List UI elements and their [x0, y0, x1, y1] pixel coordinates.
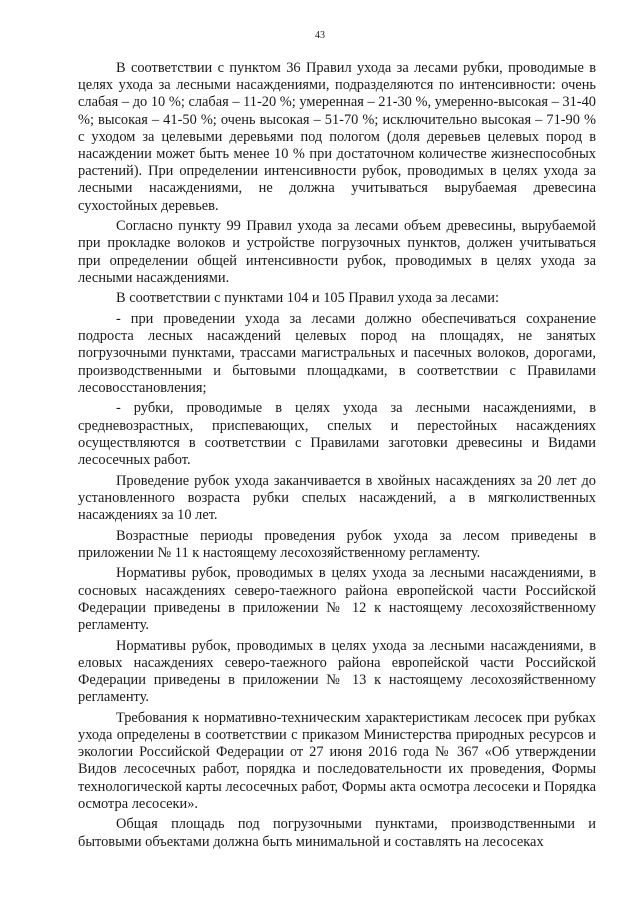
document-body	[78, 60, 596, 854]
paragraph-age-periods: Возрастные периоды проведения рубок ухода за лесом приведены в приложении № 11 к настоящему лесохозяйственному регламенту.	[78, 527, 596, 561]
paragraph-pine-standards: Нормативы рубок, проводимых в целях ухода за лесными насаждениями, в сосновых насаждениях северо-таежного района европейской части Российской Федерации приведены в приложении № 12 к настоящему лесохозяйственному регламенту.	[78, 565, 596, 634]
paragraph-volume: Согласно пункту 99 Правил ухода за лесами объем древесины, вырубаемой при прокладке волоков и устройстве погрузочных пунктов, должен учитываться при определении общей интенсивности рубок, проводимых в целях ухода за лесными насаждениями.	[78, 218, 596, 286]
paragraph-spruce-standards: Нормативы рубок, проводимых в целях ухода за лесными насаждениями, в еловых насаждениях северо-таежного района европейской части Российской Федерации приведены в приложении № 13 к настоящему лесохозяйственному регламенту.	[78, 637, 596, 706]
paragraph-intensity: В соответствии с пунктом 36 Правил ухода за лесами рубки, проводимые в целях ухода за лесными насаждениями, подразделяются по интенсивности: очень слабая – до 10 %; слабая – 11-20 %; умеренная – 21-30 %, умеренно-высокая – 31-40 %; высокая – 41-50 %; очень высокая – 51-70 %; исключительно высокая – 71-90 % с уходом за целевыми деревьями под пологом (доля деревьев целевых пород в насаждении может быть менее 10 % при достаточном количестве жизнеспособных растений). При определении интенсивности рубок, проводимых в целях ухода за лесными насаждениями, не должна учитываться вырубаемая древесина сухостойных деревьев.	[78, 60, 596, 214]
paragraph-end-of-thinning: Проведение рубок ухода заканчивается в хвойных насаждениях за 20 лет до установленного возраста рубки спелых насаждений, а в мягколиственных насаждениях за 10 лет.	[78, 472, 596, 524]
paragraph-technical-requirements: Требования к нормативно-техническим характеристикам лесосек при рубках ухода определены в соответствии с приказом Министерства природных ресурсов и экологии Российской Федерации от 27 июня 2016 года № 367 «Об утверждении Видов лесосечных работ, порядка и последовательности их проведения, Формы технологической карты лесосечных работ, Формы акта осмотра лесосеки и Порядка осмотра лесосеки».	[78, 709, 596, 812]
paragraph-list-item-2: - рубки, проводимые в целях ухода за лесными насаждениями, в средневозрастных, приспевающих, спелых и перестойных насаждениях осуществляются в соответствии с Правилами заготовки древесины и Видами лесосечных работ.	[78, 400, 596, 469]
paragraph-rules-intro: В соответствии с пунктами 104 и 105 Правил ухода за лесами:	[116, 290, 499, 307]
paragraph-total-area: Общая площадь под погрузочными пунктами, производственными и бытовыми объектами должна быть минимальной и составлять на лесосеках	[78, 816, 596, 850]
paragraph-list-item-1: - при проведении ухода за лесами должно обеспечиваться сохранение подроста лесных насаждений целевых пород на площадях, не занятых погрузочными пунктами, трассами магистральных и пасечных волоков, дорогами, производственными и бытовыми площадками, в соответствии с Правилами лесовосстановления;	[78, 311, 596, 396]
page-number: 43	[315, 30, 325, 41]
